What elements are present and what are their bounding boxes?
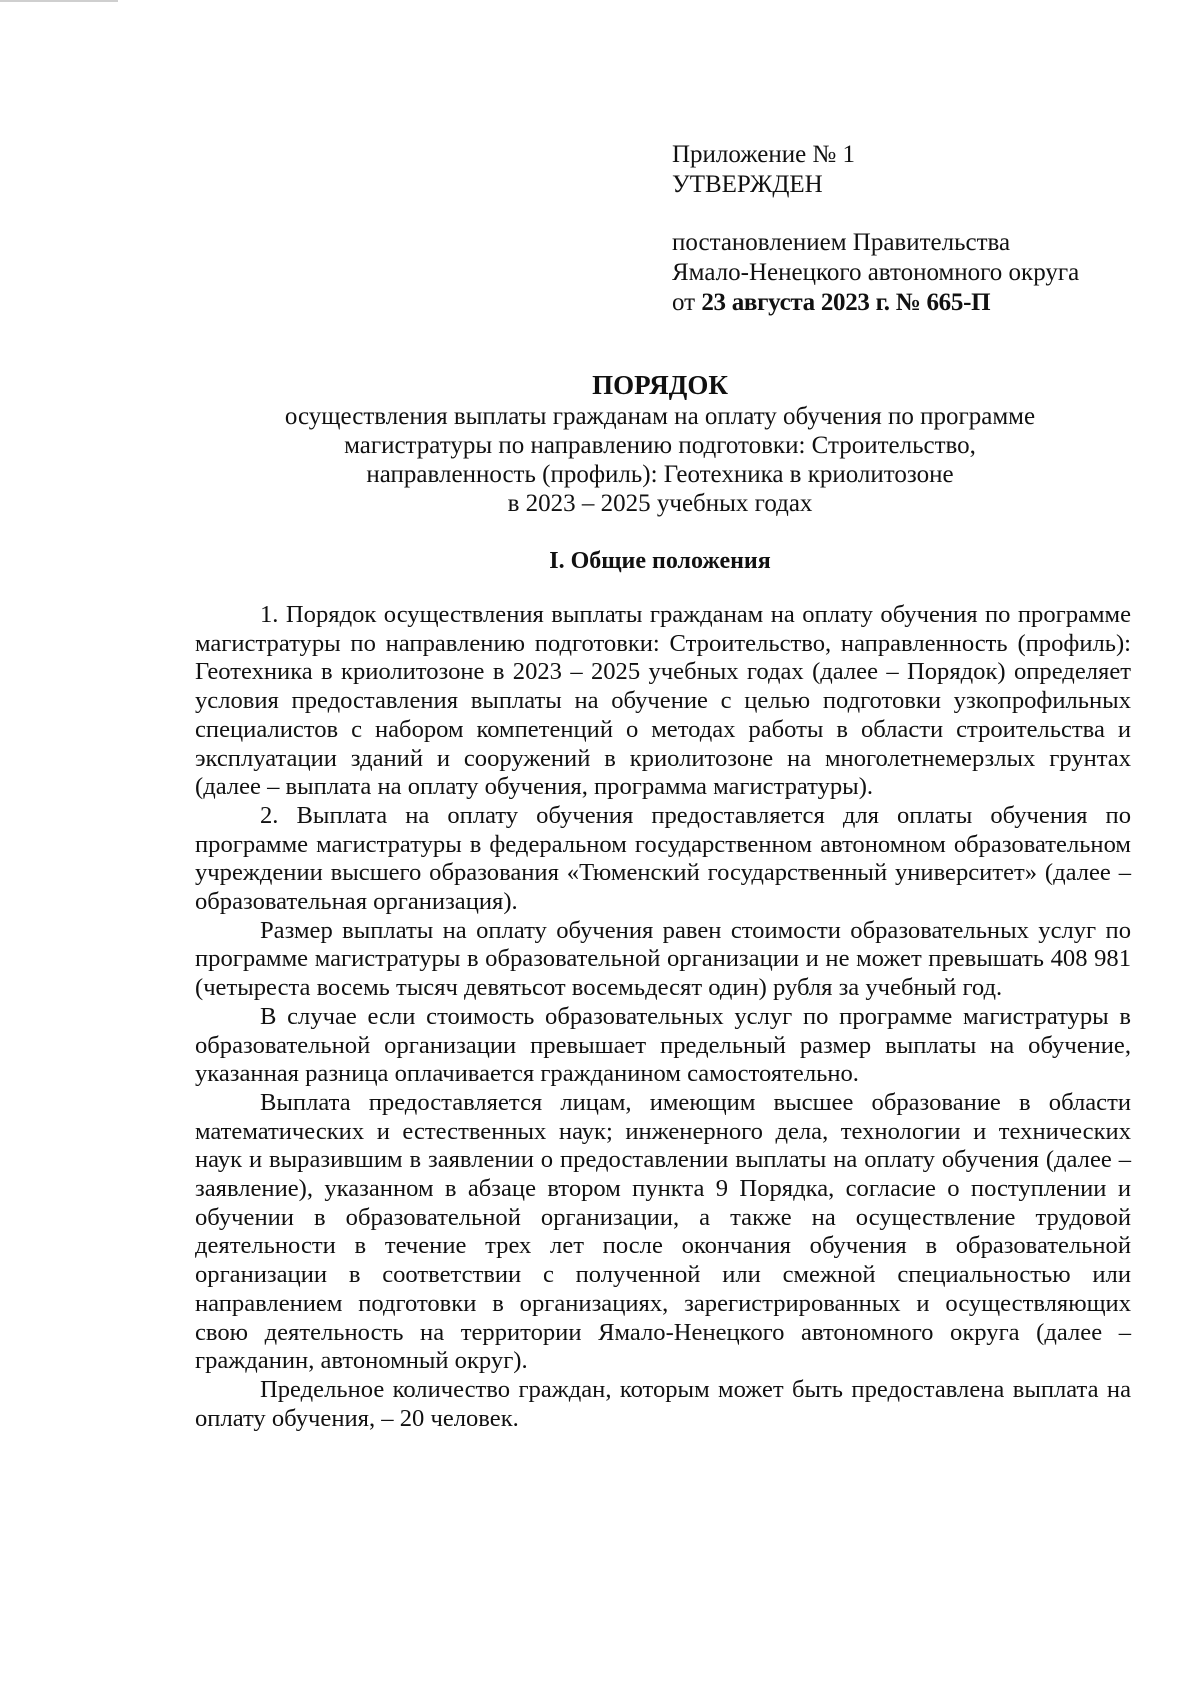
- paragraph: Предельное количество граждан, которым может быть предоставлена выплата на оплату обучения, – 20 человек.: [195, 1375, 1131, 1432]
- paragraph: 1. Порядок осуществления выплаты гражданам на оплату обучения по программе магистратуры по направлению подготовки: Строительство, направленность (профиль): Геотехника в криолитозоне в 2023 – 2025 учебных годах (далее – Порядок) определяет условия предоставления выплаты на обучение с целью подготовки узкопрофильных специалистов с набором компетенций о методах работы в области строительства и эксплуатации зданий и сооружений в криолитозоне на многолетнемерзлых грунтах (далее – выплата на оплату обучения, программа магистратуры).: [195, 601, 1131, 801]
- decree-line-2: Ямало-Ненецкого автономного округа: [672, 259, 1080, 286]
- decree-date: 23 августа 2023 г. № 665-П: [701, 289, 991, 316]
- paragraph: В случае если стоимость образовательных услуг по программе магистратуры в образовательной организации превышает предельный размер выплаты на обучение, указанная разница оплачивается гражданином самостоятельно.: [195, 1002, 1131, 1088]
- date-prefix: от: [672, 289, 696, 316]
- approved-label: УТВЕРЖДЕН: [672, 171, 823, 198]
- scan-edge-mark: [0, 0, 118, 2]
- approval-block: [672, 140, 1172, 318]
- paragraph: 2. Выплата на оплату обучения предоставляется для оплаты обучения по программе магистратуры в федеральном государственном автономном образовательном учреждении высшего образования «Тюменский государственный университет» (далее – образовательная организация).: [195, 801, 1131, 916]
- paragraph: Выплата предоставляется лицам, имеющим высшее образование в области математических и естественных наук; инженерного дела, технологии и технических наук и выразившим в заявлении о предоставлении выплаты на оплату обучения (далее – заявление), указанном в абзаце втором пункта 9 Порядка, согласие о поступлении и обучении в образовательной организации, а также на осуществление трудовой деятельности в течение трех лет после окончания обучения в образовательной организации в соответствии с полученной или смежной специальностью или направлением подготовки в организациях, зарегистрированных и осуществляющих свою деятельность на территории Ямало-Ненецкого автономного округа (далее – гражданин, автономный округ).: [195, 1088, 1131, 1375]
- subtitle-line: магистратуры по направлению подготовки: Строительство,: [344, 432, 976, 459]
- document-title-block: [160, 368, 1160, 518]
- paragraph: Размер выплаты на оплату обучения равен стоимости образовательных услуг по программе магистратуры в образовательной организации и не может превышать 408 981 (четыреста восемь тысяч девятьсот восемьдесят один) рубля за учебный год.: [195, 916, 1131, 1002]
- decree-line-1: постановлением Правительства: [672, 229, 1011, 256]
- decree-date-line: [672, 288, 1172, 318]
- subtitle-line: в 2023 – 2025 учебных годах: [507, 490, 813, 517]
- appendix-number: Приложение № 1: [672, 141, 856, 168]
- subtitle-line: осуществления выплаты гражданам на оплату обучения по программе: [284, 403, 1036, 430]
- document-title: ПОРЯДОК: [592, 370, 728, 400]
- section-heading: I. Общие положения: [549, 548, 771, 574]
- body-text: [195, 601, 1131, 1433]
- approval-spacer: [672, 200, 1172, 228]
- subtitle-line: направленность (профиль): Геотехника в криолитозоне: [366, 461, 954, 488]
